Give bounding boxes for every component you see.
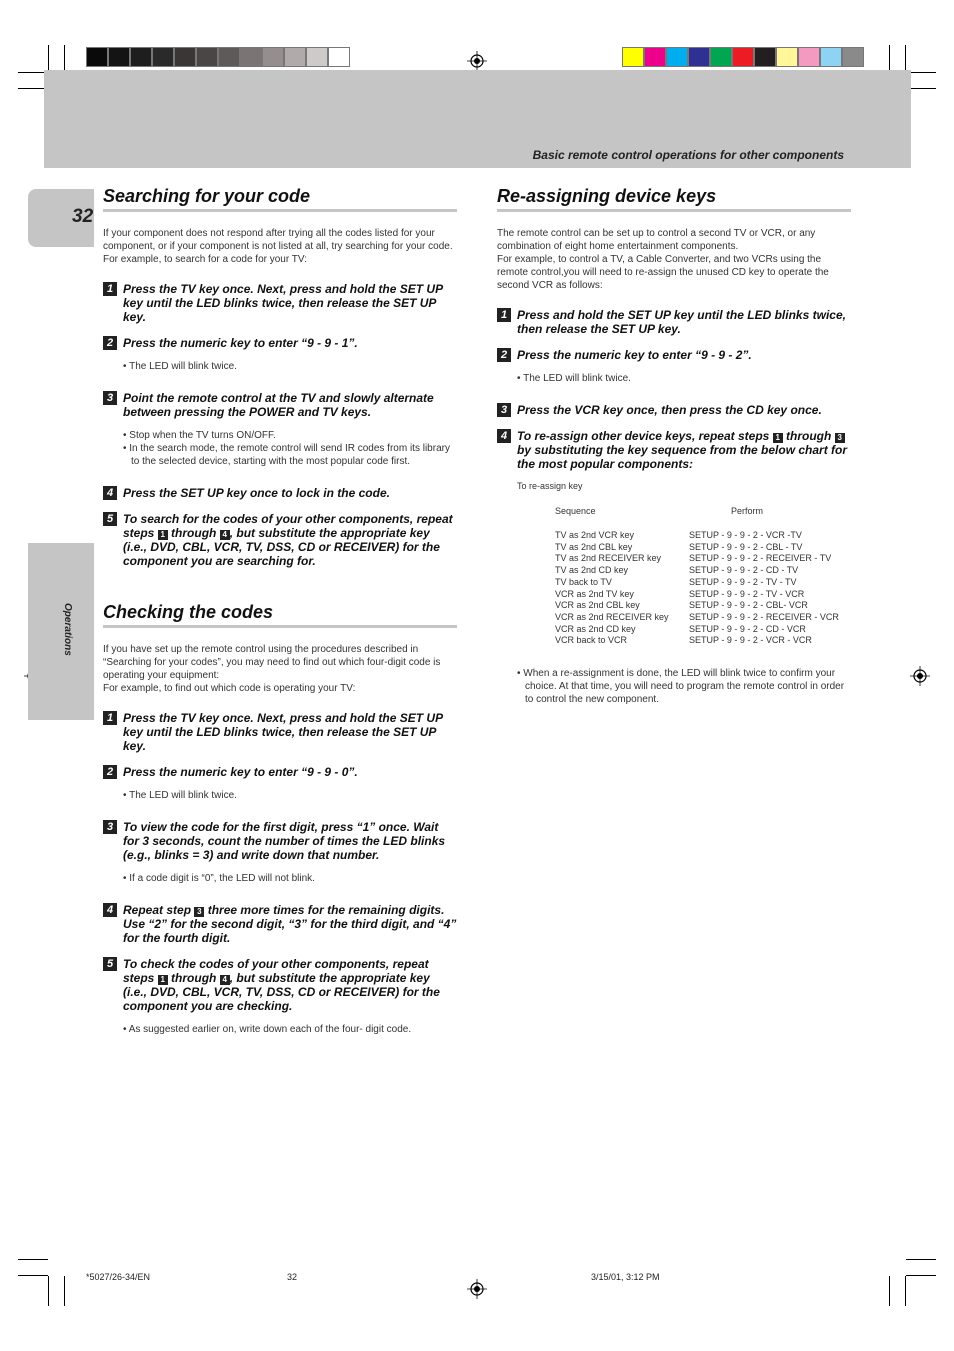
color-swatch [306,47,328,67]
table-row [555,635,839,647]
step-text [123,903,457,945]
step-text: To view the code for the first digit, press “1” once. Wait for 3 seconds, count the number of times the LED blinks (e.g., blinks = 3) and write down that number. [123,820,446,862]
section-title-checking: Checking the codes [103,602,457,628]
bullet-item: • The LED will blink twice. [123,361,237,372]
footer-page-number: 32 [287,1272,298,1282]
intro-paragraph [103,643,457,695]
sequence-cell: TV as 2nd CD key [555,565,629,576]
perform-cell: SETUP - 9 - 9 - 2 - RECEIVER - VCR [689,611,839,622]
bullet-list [123,872,457,885]
color-swatch [622,47,644,67]
sequence-cell: VCR as 2nd TV key [555,588,634,599]
process-color-bar [622,47,864,67]
step [103,486,457,500]
step [103,282,457,324]
step-text-part: through [786,429,832,443]
crop-mark [18,1259,48,1260]
color-swatch [218,47,240,67]
step-number: 3 [103,391,117,405]
step-number: 3 [497,403,511,417]
crop-mark [906,1275,936,1276]
bullet-item: • Stop when the TV turns ON/OFF. [123,430,276,441]
table-row [555,577,839,589]
step-number: 2 [497,348,511,362]
step-ref-badge: 3 [194,907,204,917]
table-row [555,530,839,542]
crop-mark [18,1275,48,1276]
registration-mark-icon [910,666,930,686]
step [103,512,457,568]
step-text: Press the numeric key to enter “9 - 9 - 1”. [123,336,358,350]
intro-text: The remote control can be set up to control a second TV or VCR, or any combination of eight home entertainment components. [497,228,816,252]
step-ref-badge: 1 [158,975,168,985]
bullet-list [123,429,457,468]
step-number: 3 [103,820,117,834]
table-row [555,589,839,601]
perform-cell: SETUP - 9 - 9 - 2 - VCR - VCR [689,635,812,646]
color-swatch [328,47,350,67]
grayscale-color-bar [86,47,350,67]
step-number: 4 [103,903,117,917]
reassign-table-block [517,481,851,647]
table-row [555,600,839,612]
step-number: 1 [103,711,117,725]
table-caption: To re-assign key [517,481,583,491]
table-row [555,553,839,565]
step-text: Press the numeric key to enter “9 - 9 - 0”. [123,765,358,779]
color-swatch [284,47,306,67]
perform-cell: SETUP - 9 - 9 - 2 - CBL - TV [689,541,803,552]
bullet-item: • If a code digit is “0”, the LED will not blink. [123,873,315,884]
bullet-list [123,789,457,802]
intro-example: For example, to control a TV, a Cable Converter, and two VCRs using the remote control,you will need to re-assign the unused CD key to operate the second VCR as follows: [497,254,829,291]
side-section-tab [28,543,94,720]
crop-mark [889,1276,890,1306]
perform-cell: SETUP - 9 - 9 - 2 - RECEIVER - TV [689,553,832,564]
bullet-list [123,1023,457,1036]
step-text-part: by substituting the key sequence from the below chart for the most popular components: [517,443,848,471]
sequence-cell: TV as 2nd RECEIVER key [555,553,662,564]
step [103,711,457,753]
sequence-cell: TV back to TV [555,576,612,587]
bullet-item: • As suggested earlier on, write down each of the four- digit code. [123,1024,412,1035]
crop-mark [48,1276,49,1306]
intro-example: For example, to find out which code is operating your TV: [103,683,356,694]
header-caption: Basic remote control operations for other components [532,148,844,162]
step-text-part: , but substitute the appropriate key (i.e., DVD, CBL, VCR, TV, DSS, CD or RECEIVER) for the component you are searching for. [123,526,440,568]
bullet-item: • The LED will blink twice. [517,373,631,384]
perform-cell: SETUP - 9 - 9 - 2 - CBL- VCR [689,600,808,611]
side-section-label: Operations [62,603,73,656]
step-text: Press the numeric key to enter “9 - 9 - 2”. [517,348,752,362]
step-number: 5 [103,957,117,971]
color-swatch [174,47,196,67]
step-text: Press the SET UP key once to lock in the code. [123,486,390,500]
intro-paragraph [497,227,851,292]
color-swatch [86,47,108,67]
color-swatch [710,47,732,67]
step-number: 4 [497,429,511,443]
step [497,429,851,471]
reassign-table [555,506,839,647]
perform-cell: SETUP - 9 - 9 - 2 - CD - VCR [689,623,806,634]
column-header-sequence: Sequence [555,506,596,516]
sequence-cell: VCR as 2nd CBL key [555,600,640,611]
step-text [123,512,457,568]
table-row [555,565,839,577]
bullet-item: • The LED will blink twice. [123,790,237,801]
perform-cell: SETUP - 9 - 9 - 2 - CD - TV [689,565,799,576]
column-header-perform: Perform [731,506,764,516]
section-title-reassigning: Re-assigning device keys [497,186,851,212]
step-text-part: , but substitute the appropriate key (i.e., DVD, CBL, VCR, TV, DSS, CD or RECEIVER) for the component you are checking. [123,971,440,1013]
color-swatch [262,47,284,67]
crop-mark [905,1276,906,1306]
step-ref-badge: 3 [835,433,845,443]
step-ref-badge: 1 [158,530,168,540]
step-text [517,429,851,471]
sequence-cell: TV as 2nd CBL key [555,541,633,552]
step-text-part: To check the codes of your other components, repeat steps [123,957,429,985]
bullet-item: • When a re-assignment is done, the LED will blink twice to confirm your choice. At that time, you will need to program the remote control in order to control the new component. [517,668,845,706]
color-swatch [754,47,776,67]
color-swatch [108,47,130,67]
color-swatch [842,47,864,67]
bullet-list [517,667,851,706]
step-text: Press the VCR key once, then press the CD key once. [517,403,822,417]
table-row [555,612,839,624]
bullet-list [517,372,851,385]
table-row [555,542,839,554]
page-number: 32 [72,206,94,227]
step [103,957,457,1013]
step-text: Press the TV key once. Next, press and hold the SET UP key until the LED blinks twice, then release the SET UP key. [123,711,443,753]
perform-cell: SETUP - 9 - 9 - 2 - VCR -TV [689,530,802,540]
step-text: Press the TV key once. Next, press and hold the SET UP key until the LED blinks twice, then release the SET UP key. [123,282,443,324]
bullet-list [123,360,457,373]
step [103,903,457,945]
color-swatch [644,47,666,67]
step-text-part: To re-assign other device keys, repeat steps [517,429,770,443]
step-text-part: Repeat step [123,903,192,917]
step-text: Press and hold the SET UP key until the LED blinks twice, then release the SET UP key. [517,308,846,336]
left-column [103,186,457,1054]
step [497,348,851,362]
color-swatch [240,47,262,67]
color-swatch [798,47,820,67]
color-swatch [130,47,152,67]
color-swatch [820,47,842,67]
step-ref-badge: 4 [220,975,230,985]
sequence-cell: TV as 2nd VCR key [555,530,635,540]
perform-cell: SETUP - 9 - 9 - 2 - TV - VCR [689,588,805,599]
step [103,391,457,419]
crop-mark [906,1259,936,1260]
footer-doc-code: *5027/26-34/EN [86,1272,151,1282]
intro-paragraph [103,227,457,266]
table-row [555,624,839,636]
sequence-cell: VCR back to VCR [555,635,628,646]
step-number: 5 [103,512,117,526]
step [497,308,851,336]
step-text-part: through [171,971,217,985]
step [103,820,457,862]
intro-example: For example, to search for a code for your TV: [103,254,307,265]
color-swatch [688,47,710,67]
step [497,403,851,417]
step-number: 1 [497,308,511,322]
color-swatch [732,47,754,67]
step-ref-badge: 4 [220,530,230,540]
step [103,765,457,779]
step-text-part: three more times for the remaining digits. Use “2” for the second digit, “3” for the third digit, and “4” for the fourth digit. [123,903,457,945]
step-text: Point the remote control at the TV and slowly alternate between pressing the POWER and TV keys. [123,391,434,419]
color-swatch [196,47,218,67]
perform-cell: SETUP - 9 - 9 - 2 - TV - TV [689,576,797,587]
color-swatch [776,47,798,67]
step-text-part: To search for the codes of your other components, repeat steps [123,512,453,540]
sequence-cell: VCR as 2nd CD key [555,623,636,634]
step-text-part: through [171,526,217,540]
step-number: 4 [103,486,117,500]
intro-text: If you have set up the remote control using the procedures described in “Searching for your codes”, you may need to find out which four-digit code is operating your equipment: [103,644,441,681]
step-number: 2 [103,336,117,350]
intro-text: If your component does not respond after trying all the codes listed for your component, or if your component is not listed at all, try searching for your code. [103,228,453,252]
right-column [497,186,851,724]
step-number: 2 [103,765,117,779]
step [103,336,457,350]
registration-mark-icon [467,51,487,71]
table-header-row [555,506,839,530]
color-swatch [152,47,174,67]
step-text [123,957,457,1013]
bullet-item: • In the search mode, the remote control will send IR codes from its library to the selected device, starting with the most popular code first. [123,443,450,467]
crop-mark [64,1276,65,1306]
color-swatch [666,47,688,67]
step-number: 1 [103,282,117,296]
footer-date: 3/15/01, 3:12 PM [591,1272,660,1282]
step-ref-badge: 1 [773,433,783,443]
section-title-searching: Searching for your code [103,186,457,212]
registration-mark-icon [467,1279,487,1299]
sequence-cell: VCR as 2nd RECEIVER key [555,611,669,622]
